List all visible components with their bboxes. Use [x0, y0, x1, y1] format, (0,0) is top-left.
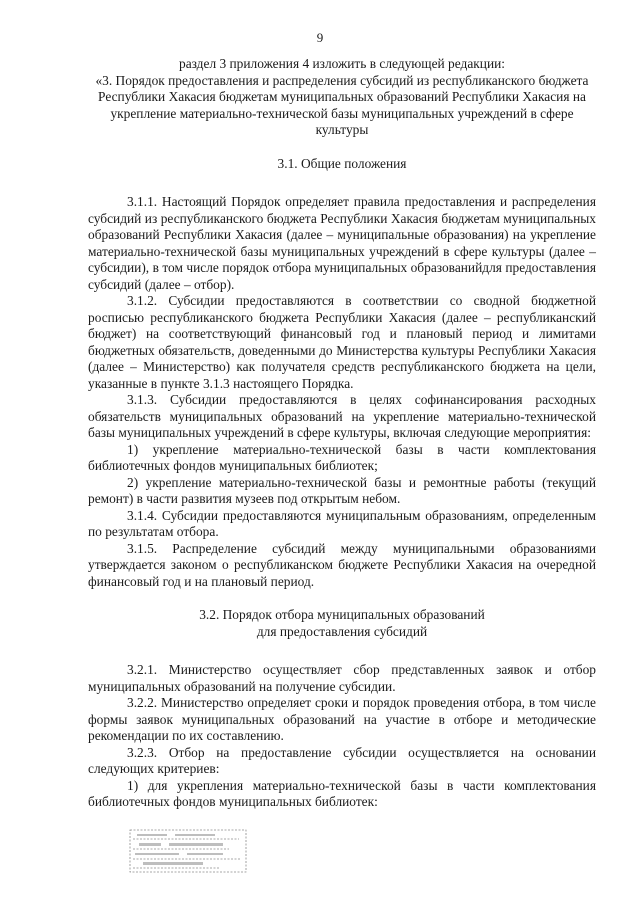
section-3-2-heading-line-1: 3.2. Порядок отбора муниципальных образований	[199, 607, 485, 622]
page-number: 9	[316, 30, 324, 45]
document-content	[88, 56, 596, 811]
paragraph-3-1-5: 3.1.5. Распределение субсидий между муниципальными образованиями утверждается законом о республиканском бюджете Республики Хакасия на очередной финансовый год и на плановый период.	[88, 540, 596, 589]
paragraph-3-2-2: 3.2.2. Министерство определяет сроки и порядок проведения отбора, в том числе формы заявок муниципальных образований на участие в отборе и методические рекомендации по их составлению.	[88, 695, 596, 743]
paragraph-3-1-1: 3.1.1. Настоящий Порядок определяет правила предоставления и распределения субсидий из республиканского бюджета Республики Хакасия бюджетам муниципальных образований Республики Хакасия (далее – муниципальные образования) на укрепление материально-технической базы муниципальных учреждений в сфере культуры (далее – субсидии), в том числе порядок отбора муниципальных образованийдля предоставления субсидий (далее – отбор).	[88, 194, 596, 292]
paragraph-3-1-3-item-2: 2) укрепление материально-технической базы и ремонтные работы (текущий ремонт) в части развития музеев под открытым небом.	[88, 474, 596, 506]
intro-title: «3. Порядок предоставления и распределения субсидий из республиканского бюджета Республики Хакасия бюджетам муниципальных образований Республики Хакасия на укрепление материально-технической базы муниципальных учреждений в сфере культуры	[95, 72, 589, 137]
paragraph-3-2-3-item-1: 1) для укрепления материально-технической базы в части комплектования библиотечных фондов муниципальных библиотек:	[88, 777, 596, 809]
paragraph-3-2-3: 3.2.3. Отбор на предоставление субсидии осуществляется на основании следующих критериев:	[88, 744, 596, 776]
section-3-1-heading: 3.1. Общие положения	[277, 155, 407, 171]
paragraph-3-1-2: 3.1.2. Субсидии предоставляются в соответствии со сводной бюджетной росписью республиканского бюджета Республики Хакасия (далее – республиканский бюджет) на соответствующий финансовый год и плановый период и лимитами бюджетных обязательств, доведенными до Министерства культуры Республики Хакасия (далее – Министерство) как получателя средств республиканского бюджета на цели, указанные в пункте 3.1.3 настоящего Порядка.	[88, 293, 596, 391]
section-3-2-heading	[88, 607, 596, 640]
paragraph-3-2-1: 3.2.1. Министерство осуществляет сбор представленных заявок и отбор муниципальных образований на получение субсидии.	[88, 662, 596, 694]
paragraph-3-1-4: 3.1.4. Субсидии предоставляются муниципальным образованиям, определенным по результатам отбора.	[88, 507, 596, 539]
document-stamp-icon	[129, 829, 247, 873]
intro-line: раздел 3 приложения 4 изложить в следующей редакции:	[179, 56, 505, 71]
section-3-2-heading-line-2: для предоставления субсидий	[256, 623, 428, 639]
paragraph-3-1-3-item-1: 1) укрепление материально-технической базы в части комплектования библиотечных фондов муниципальных библиотек;	[88, 441, 596, 473]
paragraph-3-1-3: 3.1.3. Субсидии предоставляются в целях софинансирования расходных обязательств муниципальных образований на укрепление материально-технической базы муниципальных учреждений в сфере культуры, включая следующие мероприятия:	[88, 392, 596, 440]
